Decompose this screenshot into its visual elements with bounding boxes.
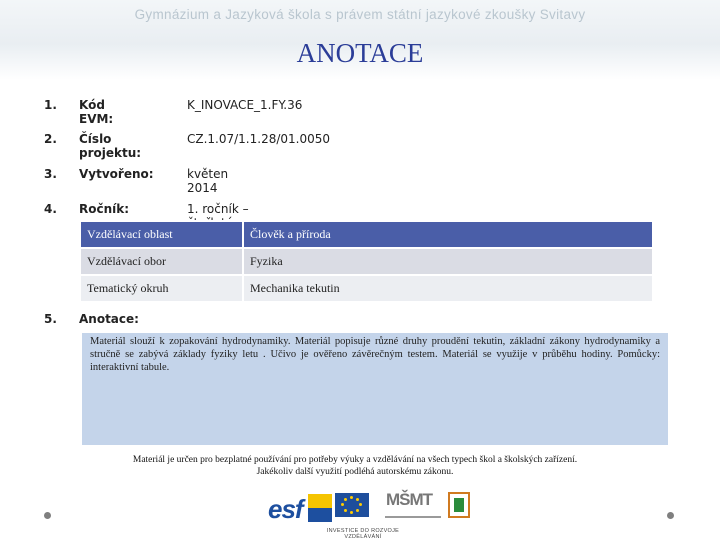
table-cell: Tematický okruh	[80, 275, 243, 302]
field-number: 3.	[44, 167, 57, 181]
field-number: 2.	[44, 132, 57, 146]
curriculum-table	[79, 220, 654, 303]
field-value: K_INOVACE_1.FY.36	[187, 98, 303, 112]
annotation-text-box: Materiál slouží k zopakování hydrodynamiky. Materiál popisuje různé druhy proudění tekutin, základní zákony hydrodynamiky a stručně se zabývá základy fyziky letu . Učivo je ověřeno závěrečným testem. Materiál se využije v průběhu hodiny. Pomůcky: interaktivní tabule.	[82, 333, 668, 445]
field-label: Kód EVM:	[79, 98, 114, 126]
esf-logo: esf	[268, 494, 303, 524]
slide-dot-left	[44, 512, 51, 519]
esf-flag-icon	[308, 494, 332, 522]
logos-caption: INVESTICE DO ROZVOJE VZDĚLÁVÁNÍ	[326, 528, 400, 540]
field-label: Číslo projektu:	[79, 132, 142, 160]
field-number: 4.	[44, 202, 57, 216]
field-label: Anotace:	[79, 312, 139, 326]
page-title: ANOTACE	[296, 38, 424, 68]
footer-line: Materiál je určen pro bezplatné používání pro potřeby výuky a vzdělávání na všech typech škol a školských zařízení.	[132, 455, 578, 465]
table-cell: Vzdělávací obor	[80, 248, 243, 275]
table-row	[80, 221, 653, 248]
slide-dot-right	[667, 512, 674, 519]
field-number: 1.	[44, 98, 57, 112]
table-cell: Fyzika	[243, 248, 653, 275]
table-cell: Mechanika tekutin	[243, 275, 653, 302]
field-label: Vytvořeno:	[79, 167, 154, 181]
table-row	[80, 275, 653, 302]
footer-note	[100, 454, 610, 478]
field-label: Ročník:	[79, 202, 130, 216]
table-row	[80, 248, 653, 275]
eu-flag-icon	[335, 493, 369, 517]
field-value: květen 2014	[187, 167, 229, 195]
table-cell: Vzdělávací oblast	[80, 221, 243, 248]
field-value: 1. ročník –	[187, 202, 249, 216]
op-vk-logo-icon	[448, 492, 470, 518]
footer-line: Jakékoliv další využití podléhá autorskému zákonu.	[256, 467, 454, 477]
field-value: CZ.1.07/1.1.28/01.0050	[187, 132, 331, 146]
msmt-logo: MŠMT	[386, 490, 433, 509]
table-cell: Člověk a příroda	[243, 221, 653, 248]
field-number: 5.	[44, 312, 57, 326]
msmt-logo-underline	[385, 516, 441, 518]
school-name: Gymnázium a Jazyková škola s právem státní jazykové zkoušky Svitavy	[134, 7, 586, 22]
